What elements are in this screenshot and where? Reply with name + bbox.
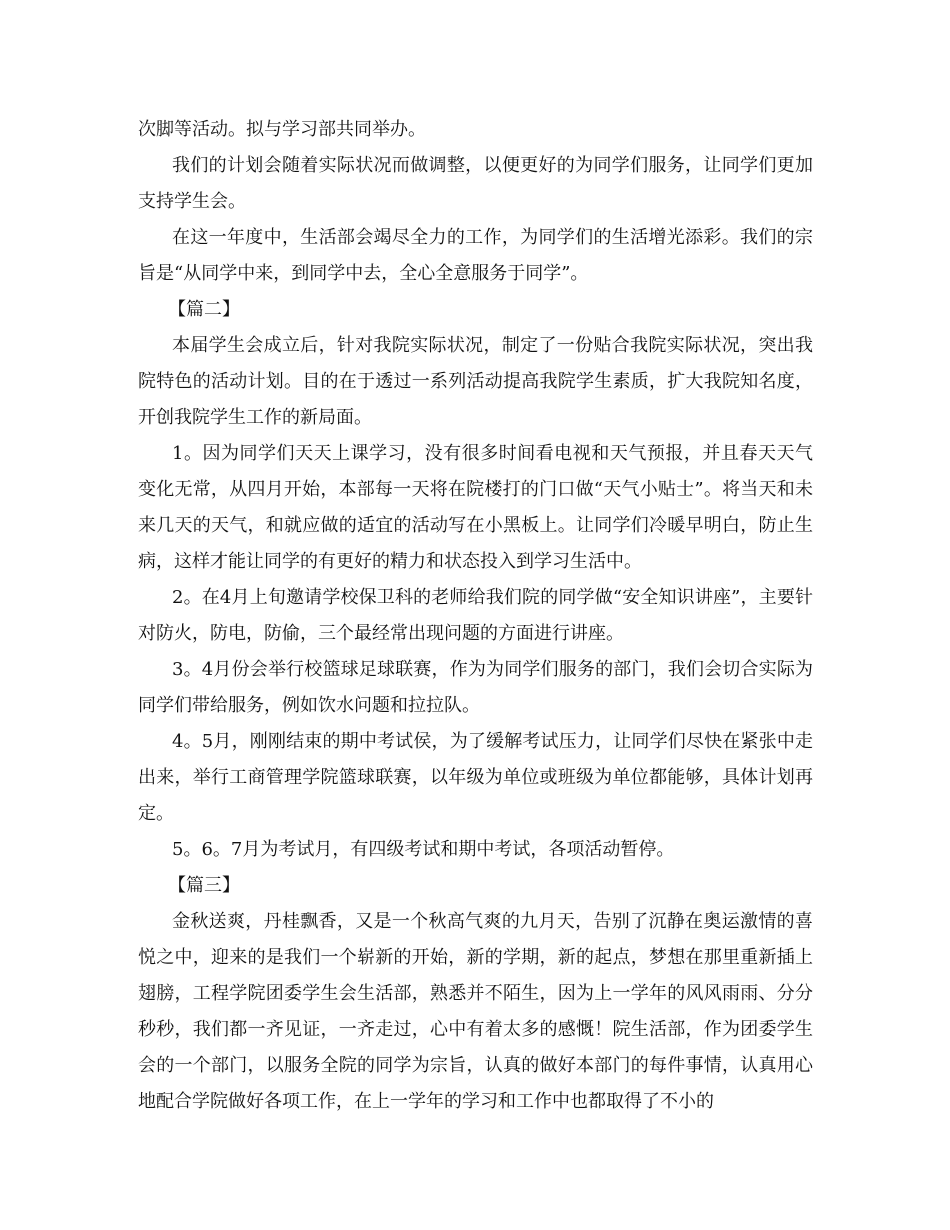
section-heading-part-two: 【篇二】 [168,299,240,320]
list-item-1: 1。因为同学们天天上课学习，没有很多时间看电视和天气预报，并且春天天气变化无常，从四月开始，本部每一天将在院楼打的门口做“天气小贴士”。将当天和未来几天的天气，和就应做的适宜的活动写在小黑板上。让同学们冷暖早明白，防止生病，这样才能让同学的有更好的精力和状态投入到学习生活中。 [138,443,813,572]
paragraph-continuation: 次脚等活动。拟与学习部共同举办。 [138,119,426,140]
list-item-4: 4。5月，刚刚结束的期中考试侯，为了缓解考试压力，让同学们尽快在紧张中走出来，举行工商管理学院篮球联赛，以年级为单位或班级为单位都能够，具体计划再定。 [138,731,813,824]
list-item-2: 2。在4月上旬邀请学校保卫科的老师给我们院的同学做“安全知识讲座”，主要针对防火，防电，防偷，三个最经常出现问题的方面进行讲座。 [138,587,813,644]
document-body [138,112,813,1120]
paragraph-plan-adjustment: 我们的计划会随着实际状况而做调整，以便更好的为同学们服务，让同学们更加支持学生会。 [138,155,813,212]
paragraph-purpose: 在这一年度中，生活部会竭尽全力的工作，为同学们的生活增光添彩。我们的宗旨是“从同学中来，到同学中去，全心全意服务于同学”。 [138,227,813,284]
list-item-3: 3。4月份会举行校篮球足球联赛，作为为同学们服务的部门，我们会切合实际为同学们带给服务，例如饮水问题和拉拉队。 [138,659,813,716]
section-heading-part-three: 【篇三】 [168,875,240,896]
paragraph-intro-part-two: 本届学生会成立后，针对我院实际状况，制定了一份贴合我院实际状况，突出我院特色的活动计划。目的在于透过一系列活动提高我院学生素质，扩大我院知名度，开创我院学生工作的新局面。 [138,335,813,428]
list-item-5: 5。6。7月为考试月，有四级考试和期中考试，各项活动暂停。 [172,839,675,860]
paragraph-intro-part-three: 金秋送爽，丹桂飘香，又是一个秋高气爽的九月天，告别了沉静在奥运激情的喜悦之中，迎来的是我们一个崭新的开始，新的学期，新的起点，梦想在那里重新插上翅膀，工程学院团委学生会生活部，熟悉并不陌生，因为上一学年的风风雨雨、分分秒秒，我们都一齐见证，一齐走过，心中有着太多的感慨！院生活部，作为团委学生会的一个部门，以服务全院的同学为宗旨，认真的做好本部门的每件事情，认真用心地配合学院做好各项工作，在上一学年的学习和工作中也都取得了不小的 [138,911,813,1112]
